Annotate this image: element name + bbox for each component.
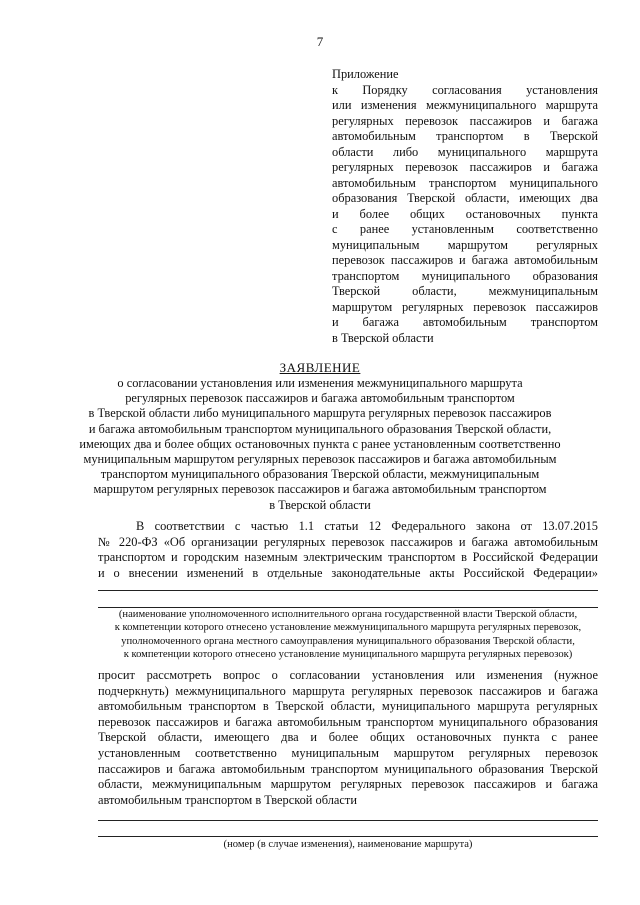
appendix-line: или изменения межмуниципального маршрута [332,98,598,112]
document-subtitle [40,376,600,513]
appendix-line: и более общих остановочных пункта [332,206,598,221]
appendix-line: области либо муниципального маршрута [332,144,598,159]
appendix-line: перевозок пассажиров и багажа автомобильным [332,253,598,267]
appendix-header [332,67,598,346]
document-title: ЗАЯВЛЕНИЕ [279,360,361,375]
subtitle-line: муниципальным маршрутом регулярных перевозок пассажиров и багажа автомобильным [83,452,557,467]
page-number: 7 [316,34,324,49]
caption-line: к компетенции которого отнесено установление межмуниципального маршрута регулярных перевозок, [114,622,582,634]
paragraph-line: просит рассмотреть вопрос о согласовании установления или изменения (нужное [98,668,598,682]
appendix-line: транспортом муниципального образования [332,268,598,283]
paragraph-line: области, межмуниципальным маршрутом регулярных перевозок пассажиров и багажа [98,777,598,792]
subtitle-line: о согласовании установления или изменения межмуниципального маршрута [117,376,523,390]
subtitle-line: имеющих два и более общих остановочных пункта с ранее установленным соответственно [79,436,561,451]
legal-basis-paragraph [98,519,598,581]
request-paragraph [98,668,598,808]
subtitle-line: маршрутом регулярных перевозок пассажиров и багажа автомобильным транспортом [93,482,547,497]
paragraph-line: перевозок пассажиров и багажа автомобильным транспортом муниципального образования [98,714,598,729]
appendix-line: маршрутом регулярных перевозок пассажиров [332,299,598,314]
appendix-line: и багажа автомобильным транспортом [332,315,598,329]
appendix-line: образования Тверской области, имеющих два [332,191,598,205]
paragraph-line: В соответствии с частью 1.1 статьи 12 Федерального закона от 13.07.2015 [136,519,598,533]
appendix-line: автомобильным транспортом в Тверской [332,129,598,143]
paragraph-line: пассажиров и багажа автомобильным транспортом муниципального образования Тверской [98,761,598,776]
authority-fill-line-1[interactable] [98,590,598,591]
paragraph-line: автомобильным транспортом в Тверской области, муниципального маршрута регулярных [98,699,598,714]
route-fill-line-2[interactable] [98,836,598,837]
appendix-line: к Порядку согласования установления [332,82,598,97]
subtitle-line: и багажа автомобильным транспортом муниципального образования Тверской области, [88,421,552,436]
paragraph-line: автомобильным транспортом в Тверской области [98,792,357,807]
route-caption: (номер (в случае изменения), наименование маршрута) [223,839,473,850]
route-fill-line-1[interactable] [98,820,598,821]
appendix-line: автомобильным транспортом муниципального [332,175,598,190]
appendix-line: Тверской области, межмуниципальным [332,284,598,298]
paragraph-line: установленным соответственно муниципальным маршрутом регулярных перевозок [98,745,598,760]
paragraph-line: и о внесении изменений в отдельные законодательные акты Российской Федерации» [98,565,598,580]
caption-line: к компетенции которого отнесено установление муниципального маршрута регулярных перевозок) [123,649,573,661]
caption-line: (наименование уполномоченного исполнительного органа государственной власти Тверской области, [118,609,578,620]
caption-line: уполномоченного органа местного самоуправления муниципального образования Тверской области, [121,635,575,647]
appendix-line: регулярных перевозок пассажиров и багажа [332,113,598,128]
appendix-line: Приложение [332,67,399,81]
authority-caption [98,608,598,662]
paragraph-line: № 220-ФЗ «Об организации регулярных перевозок пассажиров и багажа автомобильным [98,534,598,549]
paragraph-line: транспортом и городским наземным электрическим транспортом в Российской Федерации [98,550,598,565]
subtitle-line: в Тверской области либо муниципального маршрута регулярных перевозок пассажиров [88,406,552,421]
appendix-line: с ранее установленным соответственно [332,222,598,236]
paragraph-line: подчеркнуть) межмуниципального маршрута регулярных перевозок пассажиров и багажа [98,683,598,698]
appendix-line: в Тверской области [332,330,434,345]
appendix-line: муниципальным маршрутом регулярных [332,237,598,252]
paragraph-line: Тверской области, имеющего два и более общих остановочных пункта с ранее [98,730,598,745]
appendix-line: регулярных перевозок пассажиров и багажа [332,160,598,174]
subtitle-line: в Тверской области [269,497,371,512]
subtitle-line: регулярных перевозок пассажиров и багажа автомобильным транспортом [125,391,515,406]
subtitle-line: транспортом муниципального образования Тверской области, межмуниципальным [100,467,540,482]
